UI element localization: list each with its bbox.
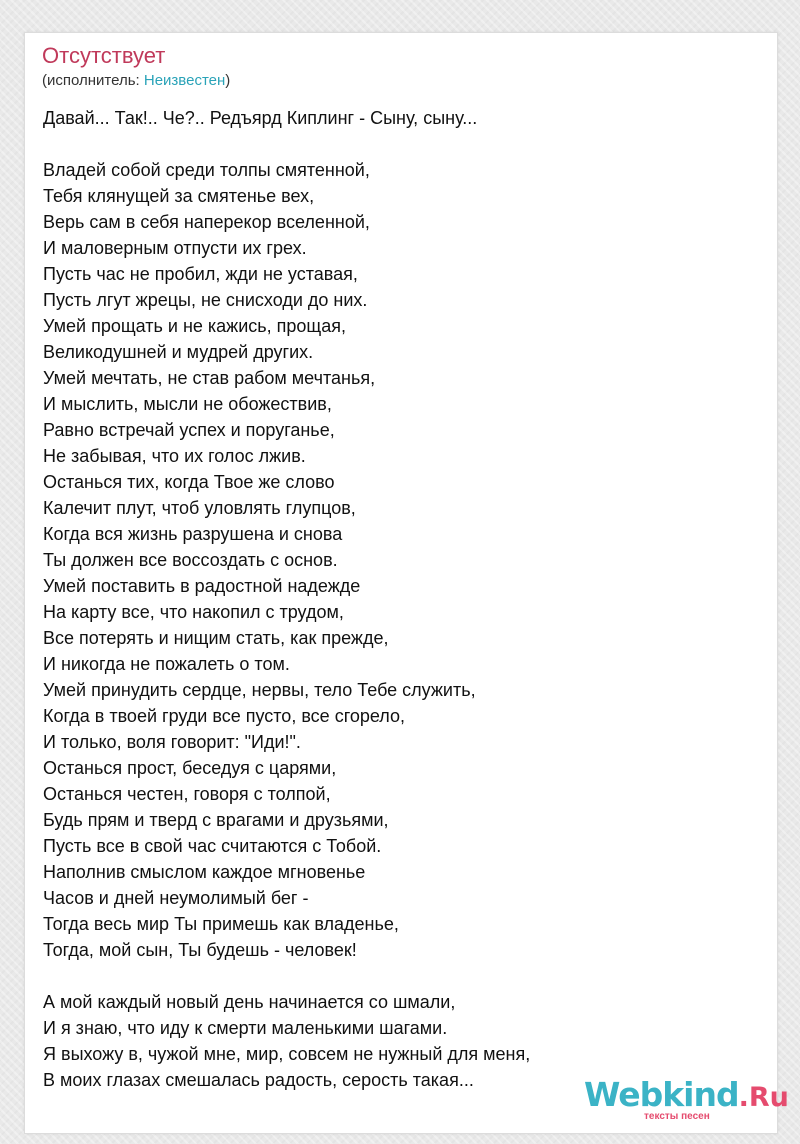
lyric-line: Умей поставить в радостной надежде — [43, 576, 361, 596]
lyric-line: И маловерным отпусти их грех. — [43, 238, 307, 258]
lyric-line: Пусть лгут жрецы, не снисходи до них. — [43, 290, 368, 310]
lyric-line: Останься честен, говоря с толпой, — [43, 784, 331, 804]
lyric-line: И мыслить, мысли не обожествив, — [43, 394, 332, 414]
lyrics-intro: Давай... Так!.. Че?.. Редъярд Киплинг - Сыну, сыну... — [43, 108, 478, 128]
lyric-line: Умей принудить сердце, нервы, тело Тебе служить, — [43, 680, 476, 700]
song-title: Отсутствует — [42, 43, 166, 68]
lyric-line: В моих глазах смешалась радость, серость такая... — [43, 1070, 474, 1090]
lyric-line: Останься прост, беседуя с царями, — [43, 758, 337, 778]
stanza-gap — [43, 131, 763, 157]
webkind-logo[interactable] — [584, 1075, 789, 1125]
lyric-line: На карту все, что накопил с трудом, — [43, 602, 344, 622]
lyric-line: А мой каждый новый день начинается со шмали, — [43, 992, 456, 1012]
lyric-line: Тогда, мой сын, Ты будешь - человек! — [43, 940, 357, 960]
lyric-line: Когда в твоей груди все пусто, все сгорело, — [43, 706, 406, 726]
artist-link[interactable]: Неизвестен — [143, 72, 226, 89]
lyric-line: Тогда весь мир Ты примешь как владенье, — [43, 914, 399, 934]
stanza-gap — [43, 963, 763, 989]
lyric-line: Умей мечтать, не став рабом мечтанья, — [43, 368, 376, 388]
performer-suffix: ) — [225, 72, 231, 89]
lyric-line: Я выхожу в, чужой мне, мир, совсем не нужный для меня, — [43, 1044, 531, 1064]
lyric-line: Будь прям и тверд с врагами и друзьями, — [43, 810, 389, 830]
lyric-line: Равно встречай успех и поруганье, — [43, 420, 335, 440]
lyric-line: Ты должен все воссоздать с основ. — [43, 550, 338, 570]
lyric-line: Когда вся жизнь разрушена и снова — [43, 524, 343, 544]
performer-line — [42, 72, 230, 90]
lyric-line: Часов и дней неумолимый бег - — [43, 888, 309, 908]
logo-name: Webkind — [584, 1075, 739, 1114]
lyric-line: И я знаю, что иду к смерти маленькими шагами. — [43, 1018, 448, 1038]
lyric-line: Наполнив смыслом каждое мгновенье — [43, 862, 366, 882]
lyric-line: Тебя клянущей за смятенье вех, — [43, 186, 315, 206]
logo-tagline: тексты песен — [644, 1111, 710, 1122]
lyric-line: И только, воля говорит: "Иди!". — [43, 732, 301, 752]
logo-tld: .Ru — [738, 1082, 789, 1113]
lyric-line: Все потерять и нищим стать, как прежде, — [43, 628, 389, 648]
performer-prefix: (исполнитель: — [42, 72, 144, 89]
lyric-line: Не забывая, что их голос лжив. — [43, 446, 306, 466]
lyrics-body — [43, 105, 763, 1093]
verse-1 — [43, 157, 763, 963]
lyric-line: Умей прощать и не кажись, прощая, — [43, 316, 346, 336]
lyric-line: Останься тих, когда Твое же слово — [43, 472, 335, 492]
lyric-line: Владей собой среди толпы смятенной, — [43, 160, 370, 180]
lyric-line: Калечит плут, чтоб уловлять глупцов, — [43, 498, 356, 518]
lyric-line: И никогда не пожалеть о том. — [43, 654, 290, 674]
lyric-line: Пусть все в свой час считаются с Тобой. — [43, 836, 382, 856]
lyric-line: Пусть час не пробил, жди не уставая, — [43, 264, 358, 284]
lyric-line: Великодушней и мудрей других. — [43, 342, 314, 362]
lyric-line: Верь сам в себя наперекор вселенной, — [43, 212, 370, 232]
